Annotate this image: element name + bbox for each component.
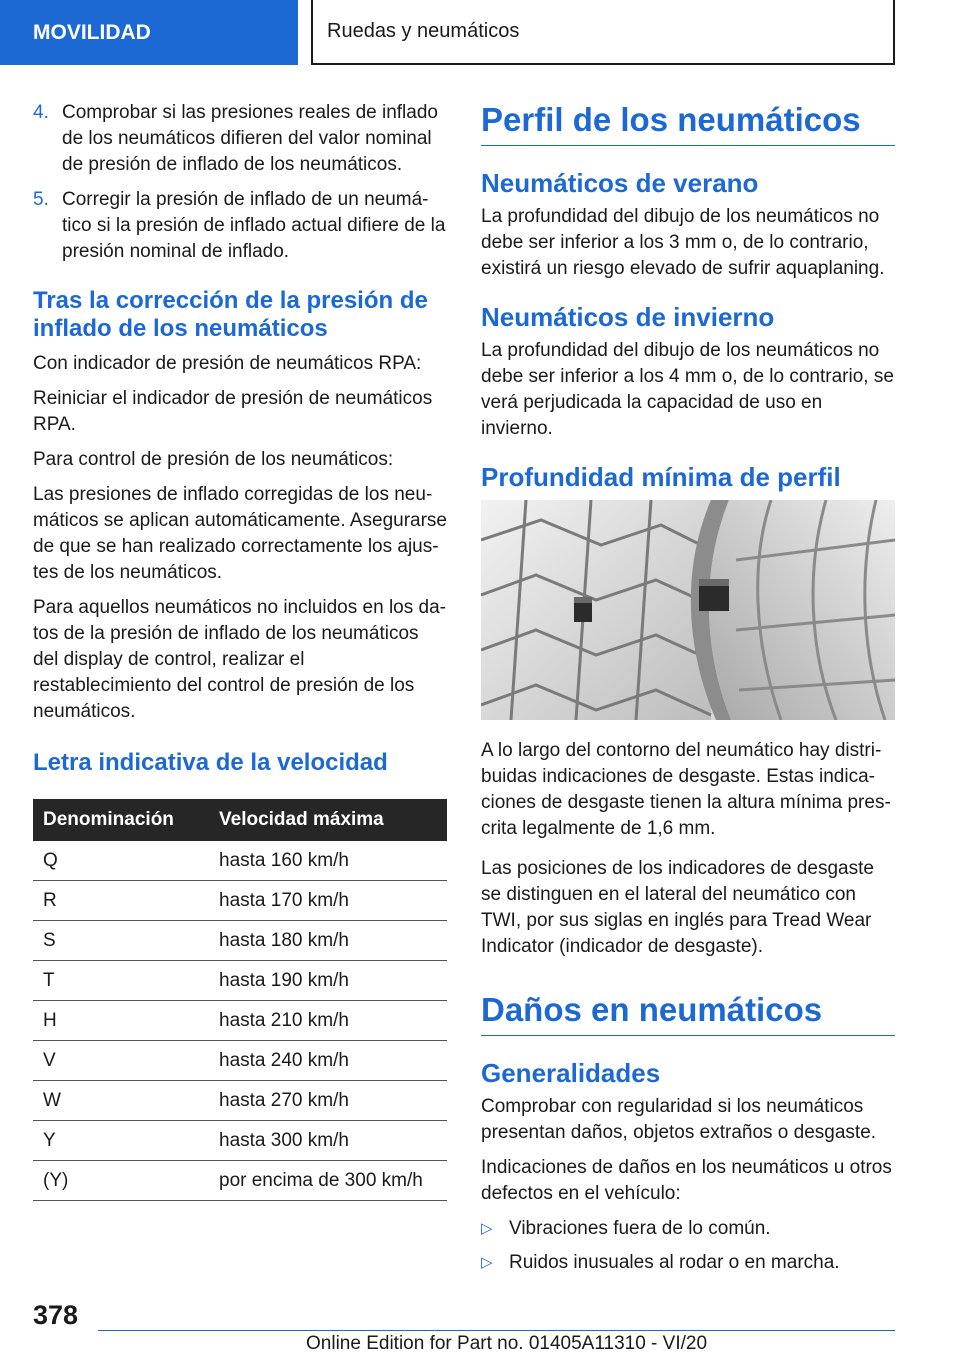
table-row <box>33 1081 447 1121</box>
list-item <box>481 1216 895 1242</box>
table-cell: hasta 180 km/h <box>209 921 447 961</box>
triangle-bullet-icon: ▷ <box>481 1220 493 1237</box>
table-cell: (Y) <box>33 1161 209 1201</box>
footer-divider <box>98 1330 895 1331</box>
page-number: 378 <box>33 1300 79 1330</box>
table-cell: hasta 240 km/h <box>209 1041 447 1081</box>
table-row <box>33 1001 447 1041</box>
table-cell: hasta 160 km/h <box>209 841 447 881</box>
triangle-bullet-icon: ▷ <box>481 1254 493 1271</box>
chapter-tab <box>311 0 895 65</box>
section-title: MOVILIDAD <box>33 20 151 44</box>
table-row <box>33 961 447 1001</box>
list-item <box>481 1250 895 1276</box>
table-cell: S <box>33 921 209 961</box>
summer-heading: Neumáticos de verano <box>481 168 759 198</box>
column-header: Velocidad máxima <box>209 799 447 841</box>
table-cell: hasta 270 km/h <box>209 1081 447 1121</box>
table-cell: por encima de 300 km/h <box>209 1161 447 1201</box>
speed-table <box>33 799 447 1201</box>
step-number: 4. <box>33 102 49 123</box>
paragraph: Reiniciar el indicador de presión de neumáticos RPA. <box>33 388 433 435</box>
paragraph: Las presiones de inflado corregidas de los neumáticos se aplican automáticamente. Asegurarse de que se han realizado correctamente los ajustes de los neumáticos. <box>33 484 447 583</box>
minimum-text-2: Las posiciones de los indicadores de desgaste se distinguen en el lateral del neumático con TWI, por sus siglas en inglés para Tread Wear Indicator (indicador de desgaste). <box>481 858 874 957</box>
table-cell: hasta 210 km/h <box>209 1001 447 1041</box>
step-text: Corregir la presión de inflado de un neumático si la presión de inflado actual difiere de la presión nominal de inflado. <box>62 189 446 262</box>
minimum-text-1: A lo largo del contorno del neumático hay distribuidas indicaciones de desgaste. Estas indicaciones de desgaste tienen la altura mínima prescrita legalmente de 1,6 mm. <box>481 740 891 839</box>
correction-heading: Tras la corrección de la presión de inflado de los neumáticos <box>33 287 428 342</box>
profile-title: Perfil de los neumáticos <box>481 100 895 146</box>
table-cell: T <box>33 961 209 1001</box>
damage-title: Daños en neumáticos <box>481 990 895 1036</box>
step-5 <box>33 187 447 265</box>
left-column <box>33 100 447 1201</box>
table-row <box>33 1161 447 1201</box>
table-cell: hasta 190 km/h <box>209 961 447 1001</box>
minimum-heading: Profundidad mínima de perfil <box>481 462 841 492</box>
table-header-row <box>33 799 447 841</box>
right-column <box>481 100 895 1284</box>
winter-text: La profundidad del dibujo de los neumáticos no debe ser inferior a los 4 mm o, de lo contrario, se verá perjudicada la capacidad de uso en invierno. <box>481 340 894 439</box>
table-cell: R <box>33 881 209 921</box>
paragraph: Para aquellos neumáticos no incluidos en los datos de la presión de inflado de los neumáticos del display de control, realizar el restablecimiento del control de presión de los neumáticos. <box>33 597 446 722</box>
list-item-text: Ruidos inusuales al rodar o en marcha. <box>509 1252 840 1273</box>
general-text-2: Indicaciones de daños en los neumáticos u otros defectos en el vehículo: <box>481 1157 892 1204</box>
section-tab <box>0 0 298 65</box>
chapter-title: Ruedas y neumáticos <box>327 20 520 42</box>
table-row <box>33 921 447 961</box>
table-cell: hasta 300 km/h <box>209 1121 447 1161</box>
list-item-text: Vibraciones fuera de lo común. <box>509 1218 771 1239</box>
table-cell: V <box>33 1041 209 1081</box>
paragraph: Para control de presión de los neumáticos: <box>33 449 394 470</box>
speed-heading: Letra indicativa de la velocidad <box>33 749 388 776</box>
table-cell: H <box>33 1001 209 1041</box>
table-row <box>33 841 447 881</box>
winter-heading: Neumáticos de invierno <box>481 302 775 332</box>
table-cell: W <box>33 1081 209 1121</box>
general-text-1: Comprobar con regularidad si los neumáticos presentan daños, objetos extraños o desgaste. <box>481 1096 877 1143</box>
paragraph: Con indicador de presión de neumáticos RPA: <box>33 353 422 374</box>
summer-text: La profundidad del dibujo de los neumáticos no debe ser inferior a los 3 mm o, de lo contrario, existirá un riesgo elevado de sufrir aquaplaning. <box>481 206 885 279</box>
table-row <box>33 1041 447 1081</box>
step-text: Comprobar si las presiones reales de inflado de los neumáticos difieren del valor nominal de presión de inflado de los neumáticos. <box>62 102 438 175</box>
general-heading: Generalidades <box>481 1058 661 1088</box>
table-row <box>33 1121 447 1161</box>
tire-tread-illustration <box>481 500 895 720</box>
table-cell: hasta 170 km/h <box>209 881 447 921</box>
step-number: 5. <box>33 189 49 210</box>
column-header: Denominación <box>33 799 209 841</box>
table-cell: Q <box>33 841 209 881</box>
table-row <box>33 881 447 921</box>
footer-edition: Online Edition for Part no. 01405A11310 - VI/20 <box>306 1333 708 1354</box>
table-cell: Y <box>33 1121 209 1161</box>
step-4 <box>33 100 447 178</box>
